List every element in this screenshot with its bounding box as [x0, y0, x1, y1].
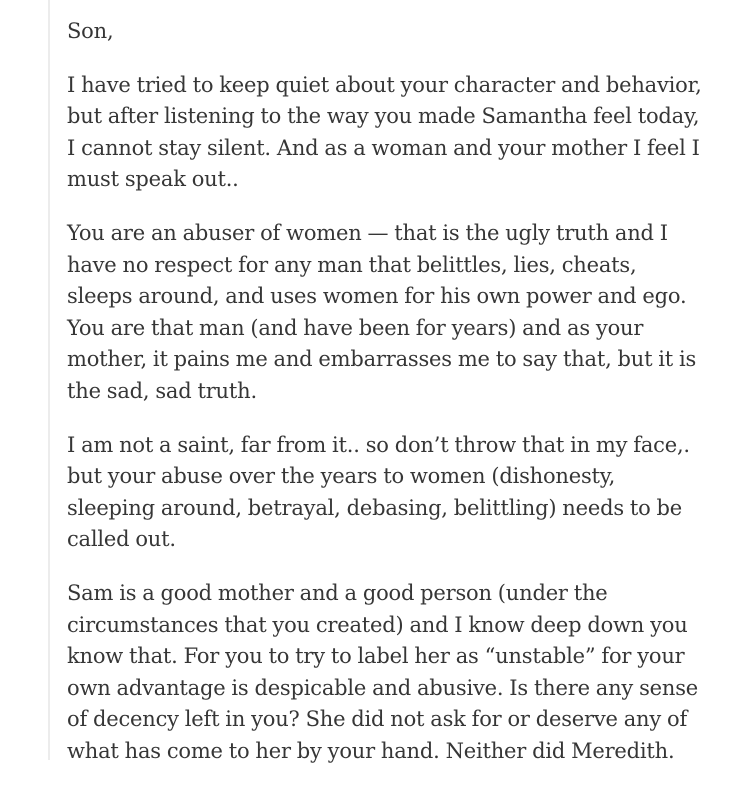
blockquote-border — [48, 0, 50, 760]
letter-paragraph: I have tried to keep quiet about your character and behavior, but after listening to the way you made Samantha feel today, I cannot stay silent. And as a woman and your mother I feel I must speak out.. — [67, 72, 702, 192]
letter-paragraph: You are an abuser of women — that is the ugly truth and I have no respect for any man that belittles, lies, cheats, sleeps around, and uses women for his own power and ego. You are that man (and have been for years) and as your mother, it pains me and embarrasses me to say that, but it is the sad, sad truth. — [67, 220, 697, 403]
letter-paragraph: Sam is a good mother and a good person (under the circumstances that you created) and I know deep down you know that. For you to try to label her as “unstable” for your own advantage is despicable and abusive. Is there any sense of decency left in you? She did not ask for or deserve any of what has come to her by your hand. Neither did Meredith. — [67, 580, 698, 763]
letter-salutation: Son, — [67, 19, 114, 43]
letter-body — [67, 16, 707, 789]
letter-paragraph: I am not a saint, far from it.. so don’t throw that in my face,. but your abuse over the years to women (dishonesty, sleeping around, betrayal, debasing, belittling) needs to be called out. — [67, 432, 690, 552]
